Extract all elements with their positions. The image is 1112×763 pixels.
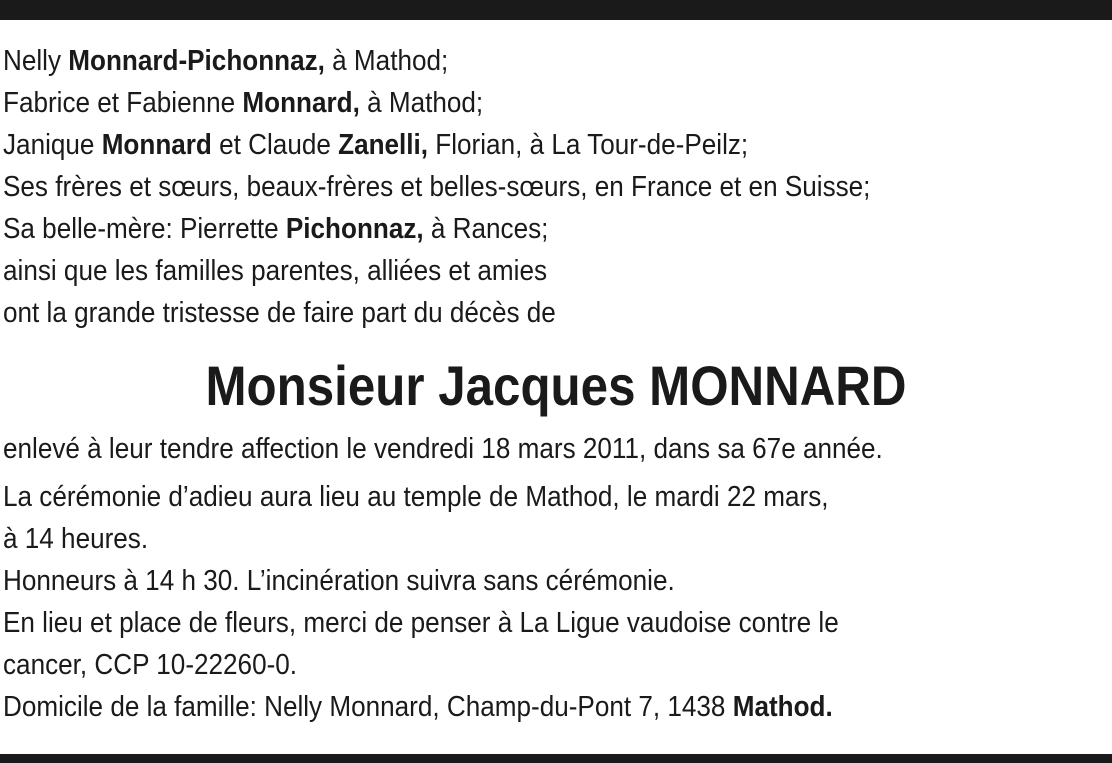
family-line-2 bbox=[3, 82, 998, 124]
address-town: Mathod. bbox=[732, 691, 833, 723]
announcement-text: ont la grande tristesse de faire part du décès de bbox=[3, 297, 556, 329]
family-member-surname: Monnard-Pichonnaz, bbox=[68, 45, 325, 77]
bottom-border-rule bbox=[0, 754, 1112, 763]
family-member-surname: Pichonnaz, bbox=[285, 213, 424, 245]
family-line-6 bbox=[3, 250, 998, 292]
family-line-1 bbox=[3, 40, 998, 82]
family-member-surname-2: Zanelli, bbox=[338, 129, 429, 161]
family-member-location: à Mathod; bbox=[324, 45, 449, 77]
family-member-name: Sa belle-mère: Pierrette bbox=[3, 213, 286, 245]
deceased-name: Monsieur Jacques MONNARD bbox=[205, 354, 907, 417]
donation-line-2: cancer, CCP 10-22260-0. bbox=[3, 649, 298, 681]
family-line-5 bbox=[3, 208, 998, 250]
family-member-name: Janique bbox=[3, 129, 102, 161]
family-member-location: à Mathod; bbox=[359, 87, 484, 119]
death-notice: enlevé à leur tendre affection le vendredi 18 mars 2011, dans sa 67e année. bbox=[3, 433, 883, 465]
family-member-surname: Monnard, bbox=[242, 87, 360, 119]
family-member-name: Fabrice et Fabienne bbox=[3, 87, 243, 119]
ceremony-line-2: à 14 heures. bbox=[3, 523, 149, 555]
ceremony-line-1: La cérémonie d’adieu aura lieu au temple de Mathod, le mardi 22 mars, bbox=[3, 481, 829, 513]
address-text: Domicile de la famille: Nelly Monnard, Champ-du-Pont 7, 1438 bbox=[3, 691, 733, 723]
donation-line-1: En lieu et place de fleurs, merci de penser à La Ligue vaudoise contre le bbox=[3, 607, 839, 639]
family-line-7 bbox=[3, 292, 998, 334]
family-member-location: Florian, à La Tour-de-Peilz; bbox=[428, 129, 749, 161]
obituary-notice bbox=[3, 40, 1109, 728]
top-border-rule bbox=[0, 0, 1112, 20]
honours-line: Honneurs à 14 h 30. L’incinération suivra sans cérémonie. bbox=[3, 565, 675, 597]
family-member-location: à Rances; bbox=[423, 213, 549, 245]
family-member-name-2: et Claude bbox=[211, 129, 339, 161]
family-member-text: Ses frères et sœurs, beaux-frères et belles-sœurs, en France et en Suisse; bbox=[3, 171, 871, 203]
family-line-3 bbox=[3, 124, 998, 166]
family-member-name: Nelly bbox=[3, 45, 69, 77]
family-member-text: ainsi que les familles parentes, alliées et amies bbox=[3, 255, 548, 287]
family-address bbox=[3, 686, 998, 728]
family-member-surname: Monnard bbox=[101, 129, 212, 161]
family-line-4 bbox=[3, 166, 998, 208]
